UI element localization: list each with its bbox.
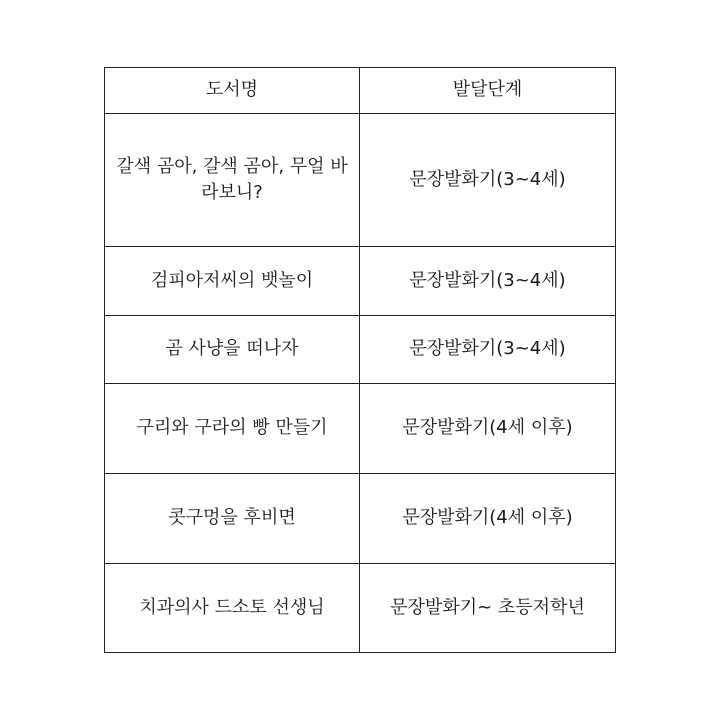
book-title-cell: 검피아저씨의 뱃놀이 bbox=[105, 247, 360, 316]
book-title-cell: 곰 사냥을 떠나자 bbox=[105, 316, 360, 384]
header-book-title: 도서명 bbox=[105, 68, 360, 114]
table-header-row bbox=[105, 68, 616, 114]
book-title-cell: 구리와 구라의 빵 만들기 bbox=[105, 384, 360, 474]
header-development-stage: 발달단계 bbox=[360, 68, 616, 114]
table-row bbox=[105, 474, 616, 564]
development-stage-cell: 문장발화기(4세 이후) bbox=[360, 384, 616, 474]
development-stage-cell: 문장발화기(3~4세) bbox=[360, 114, 616, 247]
table-row bbox=[105, 247, 616, 316]
book-title-cell: 갈색 곰아, 갈색 곰아, 무얼 바라보니? bbox=[105, 114, 360, 247]
book-stage-table bbox=[104, 67, 616, 653]
table-row bbox=[105, 384, 616, 474]
book-title-cell: 치과의사 드소토 선생님 bbox=[105, 564, 360, 653]
book-title-cell: 콧구멍을 후비면 bbox=[105, 474, 360, 564]
development-stage-cell: 문장발화기~ 초등저학년 bbox=[360, 564, 616, 653]
development-stage-cell: 문장발화기(3~4세) bbox=[360, 316, 616, 384]
development-stage-cell: 문장발화기(4세 이후) bbox=[360, 474, 616, 564]
table-row bbox=[105, 564, 616, 653]
table-row bbox=[105, 316, 616, 384]
table-row bbox=[105, 114, 616, 247]
development-stage-cell: 문장발화기(3~4세) bbox=[360, 247, 616, 316]
